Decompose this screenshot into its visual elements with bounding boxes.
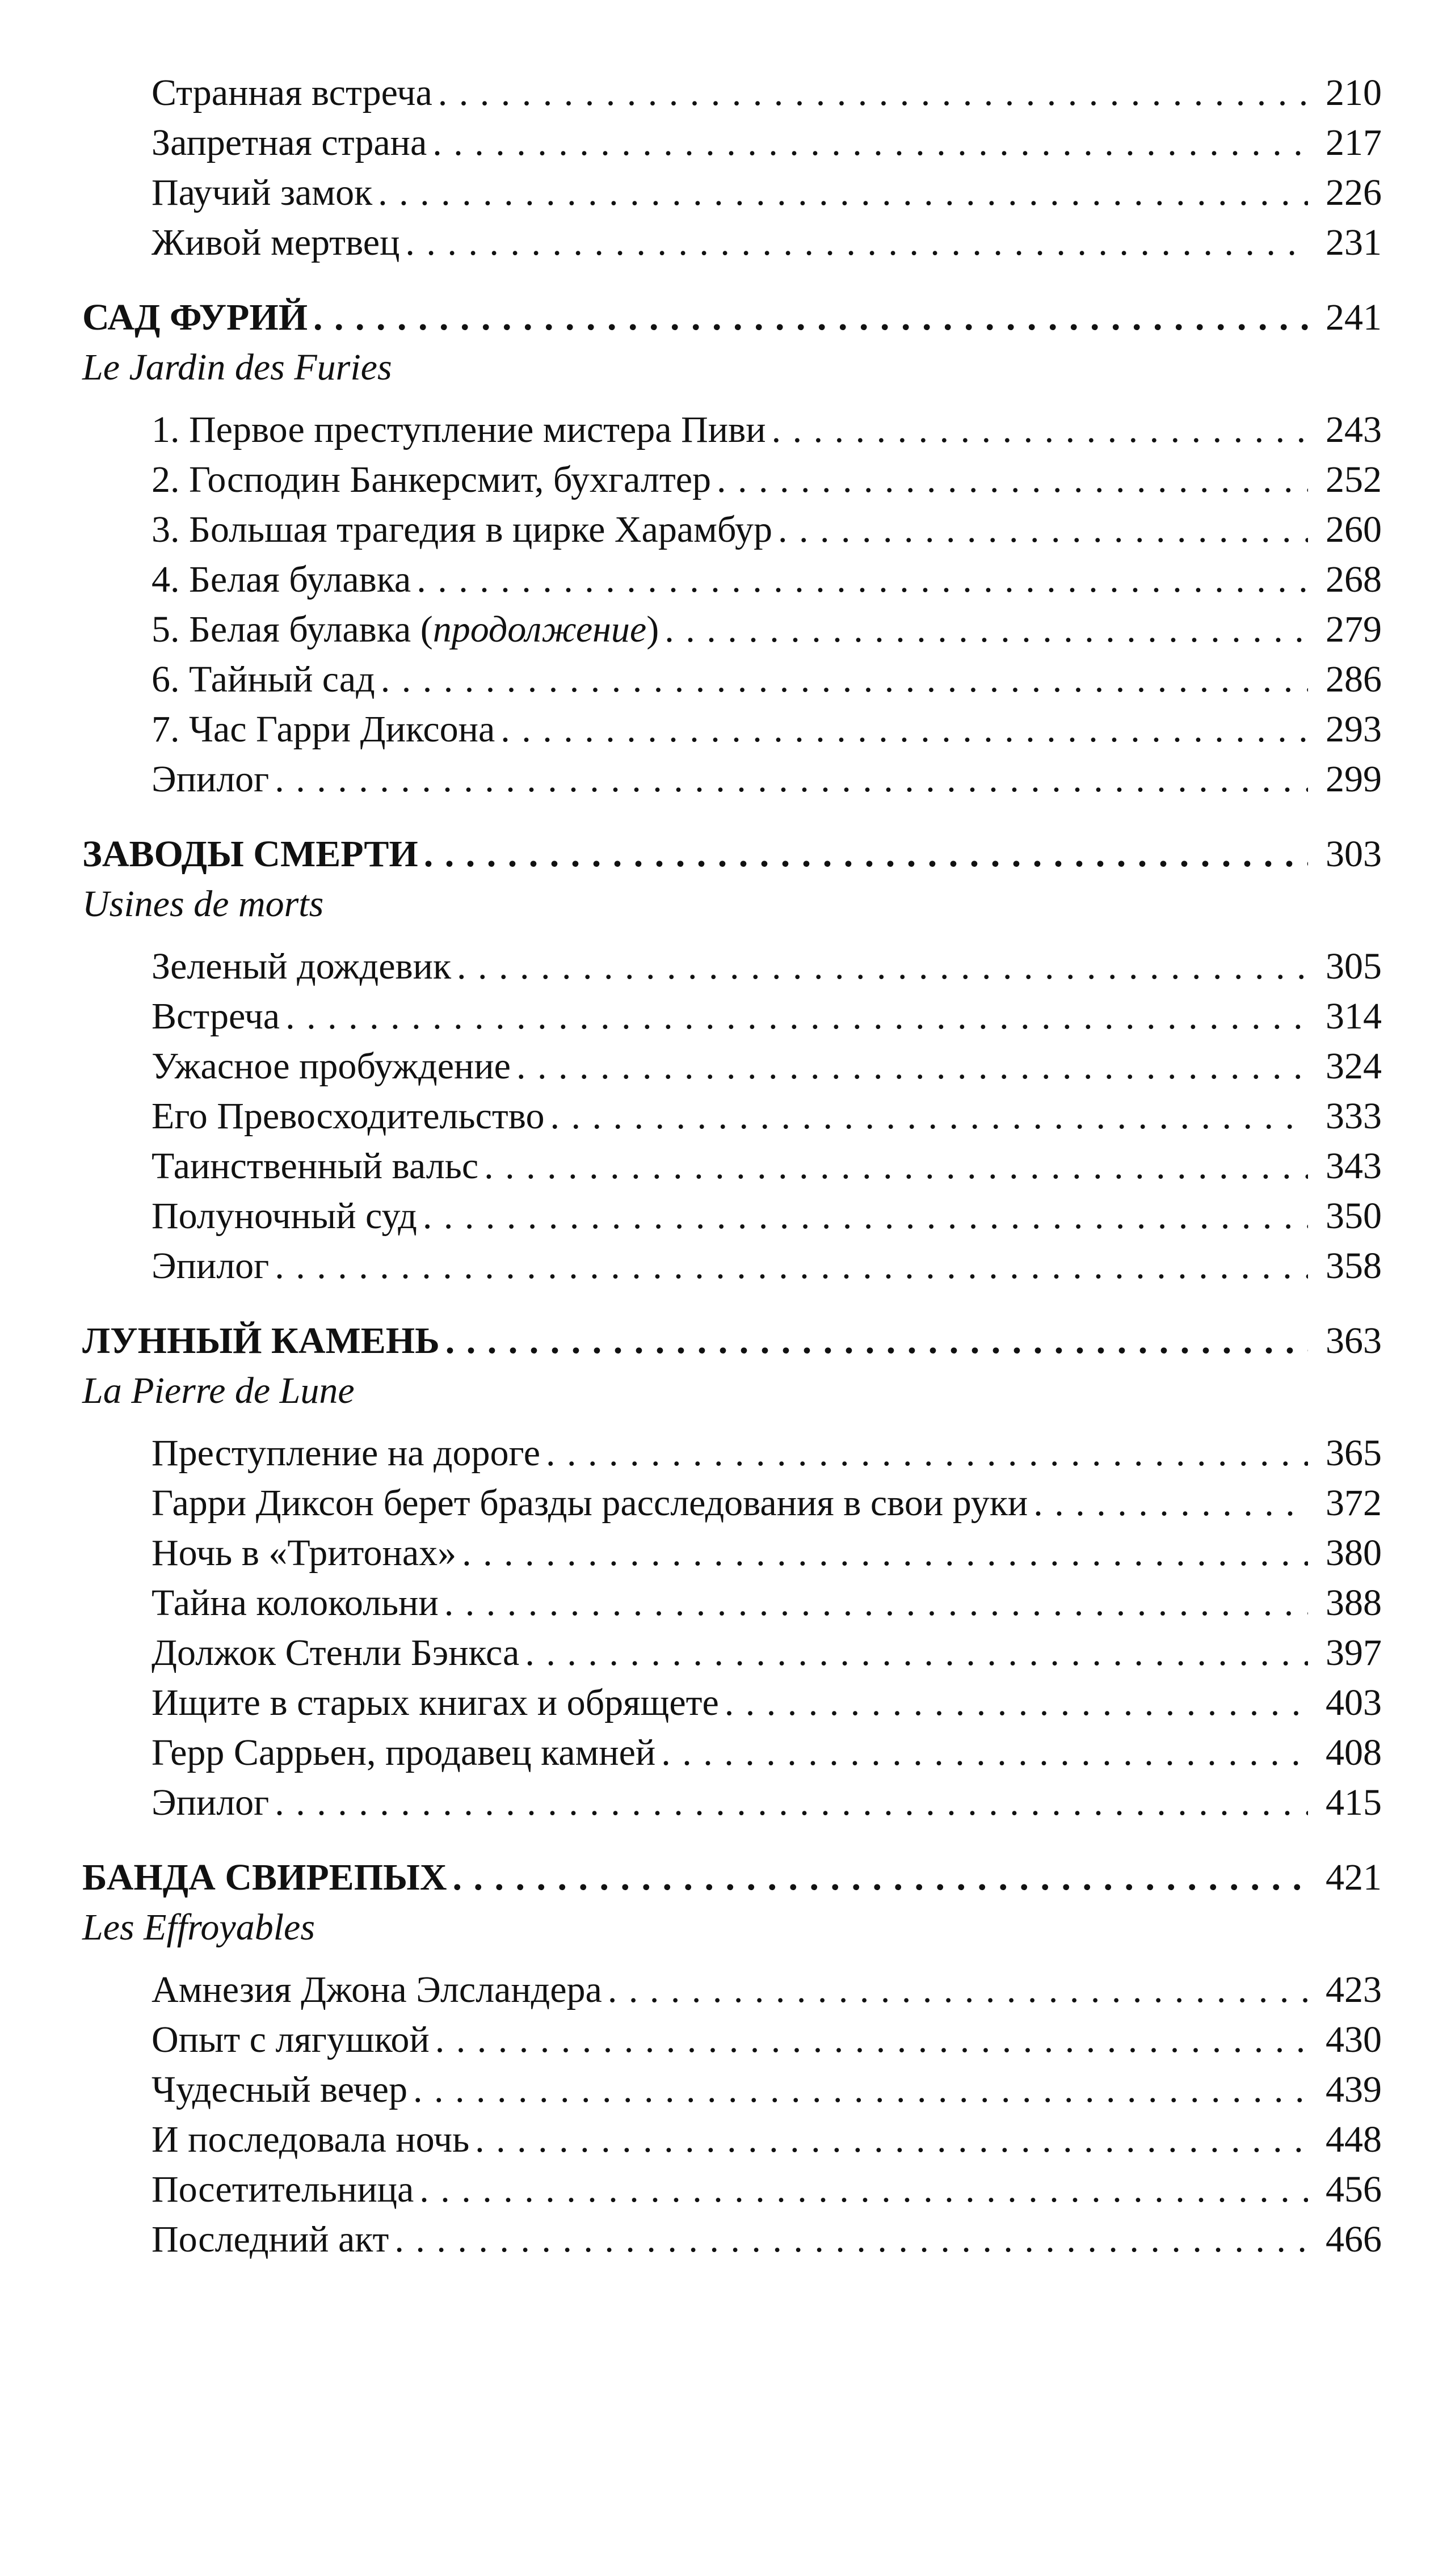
toc-entry [82, 1241, 1382, 1291]
toc-entry-title: 1. Первое преступление мистера Пиви [152, 409, 766, 450]
toc-entry-page: 408 [1326, 1732, 1382, 1773]
dot-leader [525, 1628, 1308, 1678]
toc-entry-page: 299 [1326, 758, 1382, 800]
toc-entry [82, 2115, 1382, 2165]
dot-leader [423, 1191, 1308, 1241]
toc-entry-page: 268 [1326, 559, 1382, 600]
toc-entry-page: 324 [1326, 1045, 1382, 1087]
dot-leader [445, 1316, 1308, 1366]
dot-leader [516, 1042, 1308, 1091]
dot-leader [550, 1091, 1308, 1141]
toc-entry-page: 388 [1326, 1582, 1382, 1624]
section-heading-title: ЛУННЫЙ КАМЕНЬ [82, 1320, 440, 1361]
toc-entry-page: 210 [1326, 72, 1382, 113]
dot-leader [608, 1965, 1308, 2015]
section-heading-page: 303 [1326, 833, 1382, 875]
toc-entry [82, 455, 1382, 505]
toc-entry-title: Гарри Диксон берет бразды расследования в свои руки [152, 1482, 1028, 1524]
toc-entry [82, 942, 1382, 992]
dot-leader [778, 505, 1308, 555]
toc-section [82, 1853, 1382, 2265]
dot-leader [725, 1678, 1308, 1728]
toc-entry [82, 1528, 1382, 1578]
toc-entry [82, 1778, 1382, 1828]
toc-entry-title: Посетительница [152, 2169, 414, 2210]
toc-entry-title-part: ) [646, 609, 659, 650]
dot-leader [1033, 1478, 1308, 1528]
section-heading [82, 829, 1382, 879]
dot-leader [438, 68, 1308, 118]
dot-leader [413, 2065, 1308, 2115]
toc-entry-page: 231 [1326, 222, 1382, 263]
toc-entry-title: Тайна колокольни [152, 1582, 439, 1624]
section-heading-title: БАНДА СВИРЕПЫХ [82, 1857, 447, 1898]
section-heading [82, 1316, 1382, 1366]
dot-leader [717, 455, 1308, 505]
toc-entry [82, 68, 1382, 118]
toc-entry-page: 286 [1326, 659, 1382, 700]
dot-leader [275, 1778, 1308, 1828]
toc-entry [82, 218, 1382, 268]
toc-entry-title: Амнезия Джона Элсландера [152, 1969, 602, 2010]
toc-entry-title: Последний акт [152, 2219, 389, 2260]
dot-leader [475, 2115, 1308, 2165]
toc-entry [82, 992, 1382, 1042]
toc-entry-title: Ужасное пробуждение [152, 1045, 511, 1087]
toc-entry [82, 1191, 1382, 1241]
toc-entry-title: Зеленый дождевик [152, 946, 452, 987]
toc-entry-page: 423 [1326, 1969, 1382, 2010]
toc-entry-page: 415 [1326, 1782, 1382, 1823]
toc-entry [82, 168, 1382, 218]
toc-entry-title: Чудесный вечер [152, 2069, 407, 2110]
dot-leader [405, 218, 1308, 268]
toc-entry-title-italic: продолжение [432, 609, 647, 650]
toc-entry [82, 505, 1382, 555]
dot-leader [462, 1528, 1308, 1578]
toc-entry-title: Преступление на дороге [152, 1432, 541, 1474]
toc-section [82, 829, 1382, 1291]
section-heading-title: ЗАВОДЫ СМЕРТИ [82, 833, 418, 875]
toc-entry-page: 252 [1326, 459, 1382, 500]
toc-entry-title: 7. Час Гарри Диксона [152, 709, 495, 750]
toc-entry-title: Ищите в старых книгах и обрящете [152, 1682, 719, 1723]
toc-section-intro [82, 68, 1382, 268]
toc-entry-title: Живой мертвец [152, 222, 400, 263]
toc-entry-page: 217 [1326, 122, 1382, 163]
table-of-contents [82, 68, 1382, 2265]
toc-entry-title: Запретная страна [152, 122, 427, 163]
toc-entry-page: 448 [1326, 2119, 1382, 2160]
toc-entry-page: 279 [1326, 609, 1382, 650]
toc-entry-page: 343 [1326, 1145, 1382, 1187]
dot-leader [424, 829, 1308, 879]
toc-entry-title: Опыт с лягушкой [152, 2019, 430, 2060]
dot-leader [435, 2015, 1308, 2065]
dot-leader [772, 405, 1308, 455]
toc-entry-page: 226 [1326, 172, 1382, 213]
toc-entry-page: 430 [1326, 2019, 1382, 2060]
toc-entry [82, 705, 1382, 754]
toc-entry-page: 333 [1326, 1095, 1382, 1137]
dot-leader [394, 2215, 1308, 2265]
toc-entry-page: 380 [1326, 1532, 1382, 1574]
toc-entry-title: 4. Белая булавка [152, 559, 411, 600]
dot-leader [378, 168, 1308, 218]
toc-entry [82, 1678, 1382, 1728]
toc-entry-title: 2. Господин Банкерсмит, бухгалтер [152, 459, 712, 500]
original-title: Le Jardin des Furies [82, 347, 392, 388]
toc-entry [82, 655, 1382, 705]
toc-entry-page: 439 [1326, 2069, 1382, 2110]
toc-entry-page: 397 [1326, 1632, 1382, 1673]
toc-entry [82, 2165, 1382, 2215]
toc-entry-title: Герр Саррьен, продавец камней [152, 1732, 656, 1773]
toc-entry-title: Эпилог [152, 1245, 270, 1287]
toc-entry-title: Встреча [152, 996, 280, 1037]
toc-entry-page: 372 [1326, 1482, 1382, 1524]
dot-leader [453, 1853, 1308, 1903]
toc-entry-page: 260 [1326, 509, 1382, 550]
toc-entry [82, 1965, 1382, 2015]
original-title: Les Effroyables [82, 1907, 316, 1948]
toc-entry-title: Ночь в «Тритонах» [152, 1532, 457, 1574]
toc-entry [82, 405, 1382, 455]
dot-leader [417, 555, 1308, 605]
toc-entry-page: 305 [1326, 946, 1382, 987]
toc-entry [82, 2065, 1382, 2115]
dot-leader [275, 1241, 1308, 1291]
toc-entry-title: 6. Тайный сад [152, 659, 375, 700]
toc-entry-title: 3. Большая трагедия в цирке Харамбур [152, 509, 772, 550]
dot-leader [381, 655, 1308, 705]
toc-entry-page: 456 [1326, 2169, 1382, 2210]
toc-entry-page: 293 [1326, 709, 1382, 750]
section-heading-page: 241 [1326, 297, 1382, 338]
toc-entry-title: Должок Стенли Бэнкса [152, 1632, 520, 1673]
toc-entry [82, 1478, 1382, 1528]
toc-entry-title: Паучий замок [152, 172, 373, 213]
section-heading [82, 1853, 1382, 1903]
dot-leader [285, 992, 1308, 1042]
dot-leader [546, 1428, 1308, 1478]
dot-leader [419, 2165, 1308, 2215]
toc-entry-page: 350 [1326, 1195, 1382, 1237]
dot-leader [501, 705, 1308, 754]
dot-leader [484, 1141, 1308, 1191]
dot-leader [275, 754, 1308, 804]
toc-entry [82, 1578, 1382, 1628]
toc-entry-title: Полуночный суд [152, 1195, 417, 1237]
toc-entry [82, 1091, 1382, 1141]
toc-entry [82, 1628, 1382, 1678]
dot-leader [432, 118, 1308, 168]
toc-entry-page: 403 [1326, 1682, 1382, 1723]
toc-entry-title: И последовала ночь [152, 2119, 470, 2160]
toc-entry-title: Эпилог [152, 1782, 270, 1823]
toc-entry [82, 2215, 1382, 2265]
toc-entry-title-part: 5. Белая булавка ( [152, 609, 433, 650]
toc-entry-title: Странная встреча [152, 72, 432, 113]
dot-leader [457, 942, 1308, 992]
toc-entry [82, 754, 1382, 804]
toc-section [82, 293, 1382, 804]
toc-entry-page: 365 [1326, 1432, 1382, 1474]
original-title: Usines de morts [82, 883, 324, 925]
dot-leader [661, 1728, 1308, 1778]
original-title: La Pierre de Lune [82, 1370, 355, 1411]
dot-leader [444, 1578, 1308, 1628]
section-heading-title: САД ФУРИЙ [82, 297, 308, 338]
toc-entry [82, 118, 1382, 168]
toc-entry-page: 358 [1326, 1245, 1382, 1287]
toc-entry-page: 314 [1326, 996, 1382, 1037]
toc-entry-page: 466 [1326, 2219, 1382, 2260]
toc-entry-title: Эпилог [152, 758, 270, 800]
toc-entry [82, 555, 1382, 605]
dot-leader [313, 293, 1308, 343]
section-heading-page: 363 [1326, 1320, 1382, 1361]
toc-entry [82, 1428, 1382, 1478]
toc-entry-page: 243 [1326, 409, 1382, 450]
toc-entry-title [152, 605, 659, 655]
toc-entry-title: Таинственный вальс [152, 1145, 479, 1187]
section-heading [82, 293, 1382, 343]
toc-entry [82, 1042, 1382, 1091]
toc-entry [82, 1728, 1382, 1778]
dot-leader [664, 605, 1308, 655]
toc-entry [82, 1141, 1382, 1191]
section-heading-page: 421 [1326, 1857, 1382, 1898]
toc-section [82, 1316, 1382, 1828]
toc-entry-title: Его Превосходительство [152, 1095, 545, 1137]
toc-entry [82, 605, 1382, 655]
toc-entry [82, 2015, 1382, 2065]
